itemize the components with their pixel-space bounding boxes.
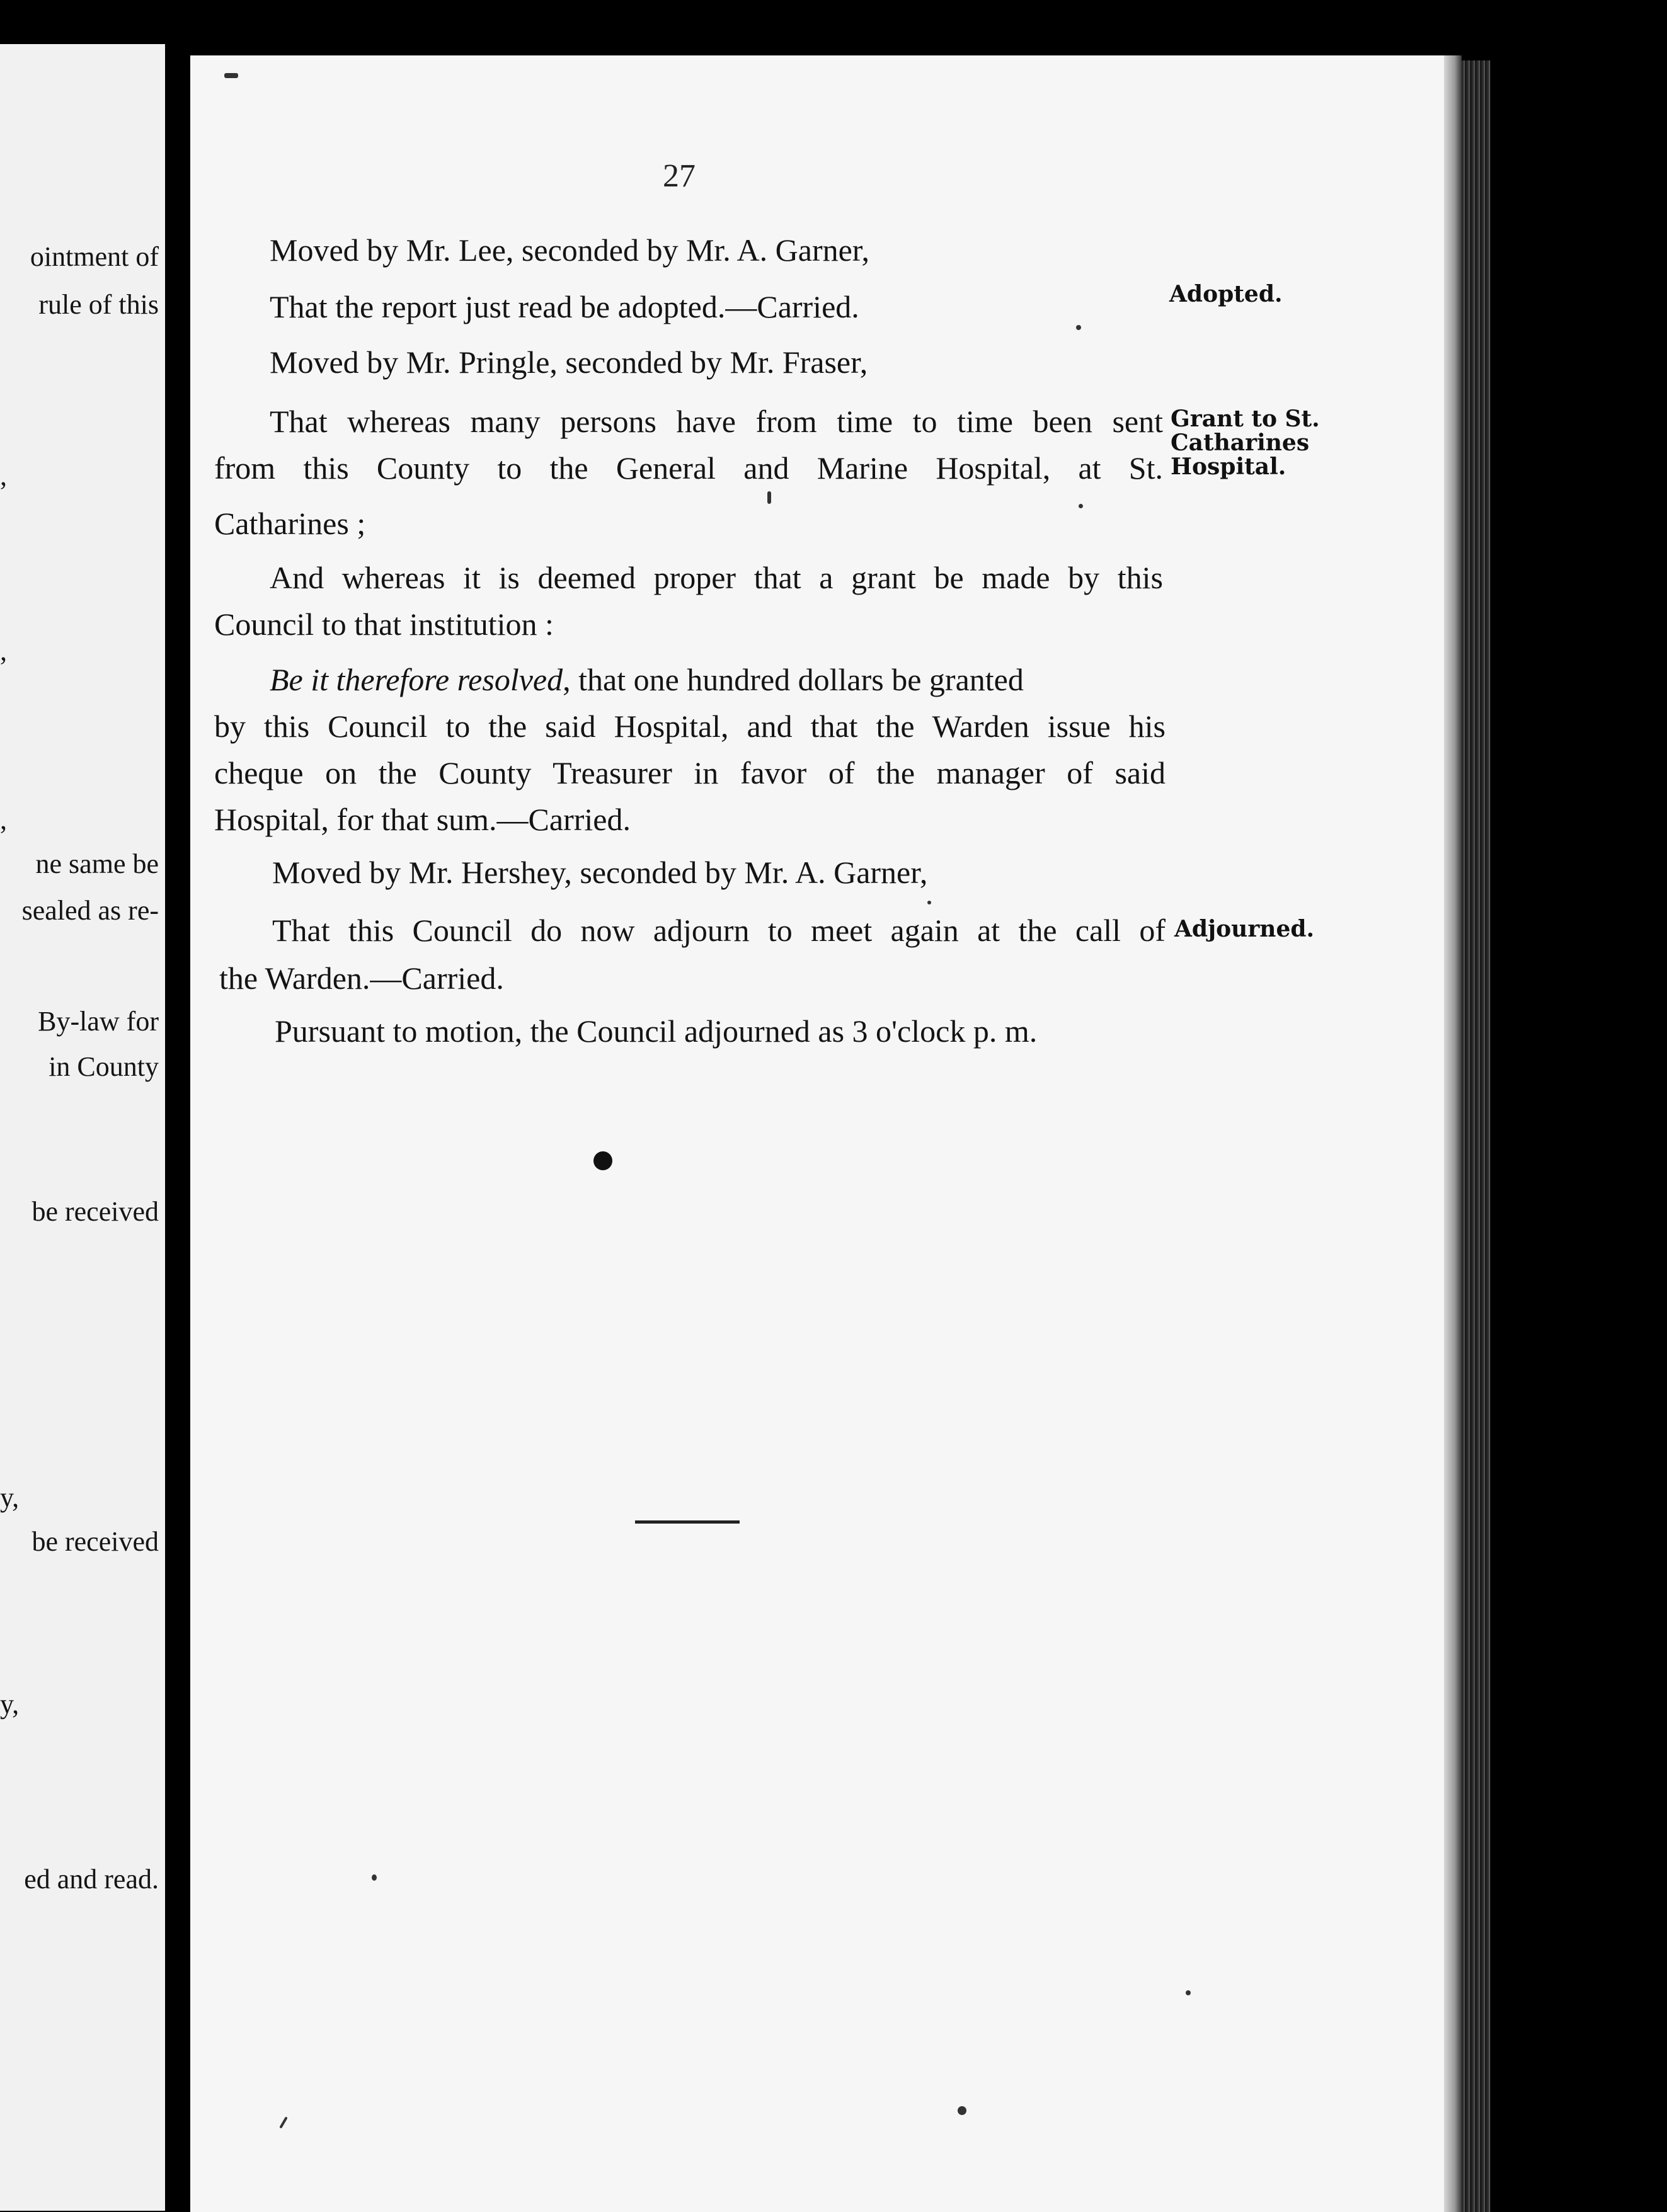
scan-speck xyxy=(1076,325,1081,330)
book-edge xyxy=(1462,60,1491,2212)
left-page-fragment: in County xyxy=(49,1051,159,1082)
resolution-phrase: Be it therefore resolved xyxy=(270,662,563,697)
text-line: Pursuant to motion, the Council adjourned as 3 o'clock p. m. xyxy=(275,1013,1038,1049)
left-page-fragment: rule of this xyxy=(38,289,159,320)
page-edge xyxy=(1444,55,1462,2212)
scan-speck xyxy=(958,2106,966,2115)
left-page-fragment: ed and read. xyxy=(24,1864,159,1895)
text-line: the Warden.—Carried. xyxy=(219,961,504,996)
left-page-fragment: y, xyxy=(0,1482,20,1513)
resolution-line xyxy=(270,664,1163,695)
text-line: That the report just read be adopted.—Carried. xyxy=(270,289,859,324)
left-page-fragment: be received xyxy=(32,1526,159,1557)
text-line: Council to that institution : xyxy=(214,607,554,642)
left-page-fragment: sealed as re- xyxy=(21,895,159,926)
left-page-fragment: , xyxy=(0,460,7,491)
scan-speck xyxy=(224,73,238,78)
text-line: That whereas many persons have from time to time been sent xyxy=(270,404,1163,439)
section-rule xyxy=(635,1520,740,1524)
left-page-fragment: By-law for xyxy=(38,1006,159,1037)
ornament-bullet xyxy=(593,1151,612,1170)
text-fragment: , that one hundred dollars be granted xyxy=(563,662,1024,697)
text-line: Catharines ; xyxy=(214,506,366,541)
scan-speck xyxy=(372,1874,377,1881)
text-line: That this Council do now adjourn to meet again at the call of xyxy=(272,913,1166,948)
margin-note-adopted: Adopted. xyxy=(1169,281,1283,307)
scan-speck xyxy=(1186,1990,1191,1995)
text-line: Moved by Mr. Hershey, seconded by Mr. A. Garner, xyxy=(272,855,928,890)
text-line: Hospital, for that sum.—Carried. xyxy=(214,802,631,837)
text-line: And whereas it is deemed proper that a grant be made by this xyxy=(270,560,1163,595)
left-page-fragment: ointment of xyxy=(30,241,159,272)
margin-note-grant: Hospital. xyxy=(1171,453,1286,480)
previous-page-strip xyxy=(0,44,165,2211)
scan-speck xyxy=(927,901,931,904)
left-page-fragment: , xyxy=(0,636,7,666)
left-page-fragment: be received xyxy=(32,1196,159,1227)
margin-note-grant: Grant to St. xyxy=(1171,406,1320,432)
left-page-fragment: , xyxy=(0,804,7,835)
text-line: from this County to the General and Marine Hospital, at St. xyxy=(214,450,1163,486)
text-line: Moved by Mr. Pringle, seconded by Mr. Fraser, xyxy=(270,345,868,380)
margin-note-grant: Catharines xyxy=(1171,430,1310,456)
page-number: 27 xyxy=(663,158,696,194)
text-line: by this Council to the said Hospital, and that the Warden issue his xyxy=(214,709,1166,744)
scan-speck xyxy=(1079,504,1083,508)
margin-note-adjourned: Adjourned. xyxy=(1174,916,1315,942)
left-page-fragment: y, xyxy=(0,1689,20,1719)
left-page-fragment: ne same be xyxy=(35,848,159,879)
text-line: cheque on the County Treasurer in favor of the manager of said xyxy=(214,755,1166,790)
scan-speck xyxy=(767,491,771,504)
text-line: Moved by Mr. Lee, seconded by Mr. A. Garner, xyxy=(270,232,869,268)
